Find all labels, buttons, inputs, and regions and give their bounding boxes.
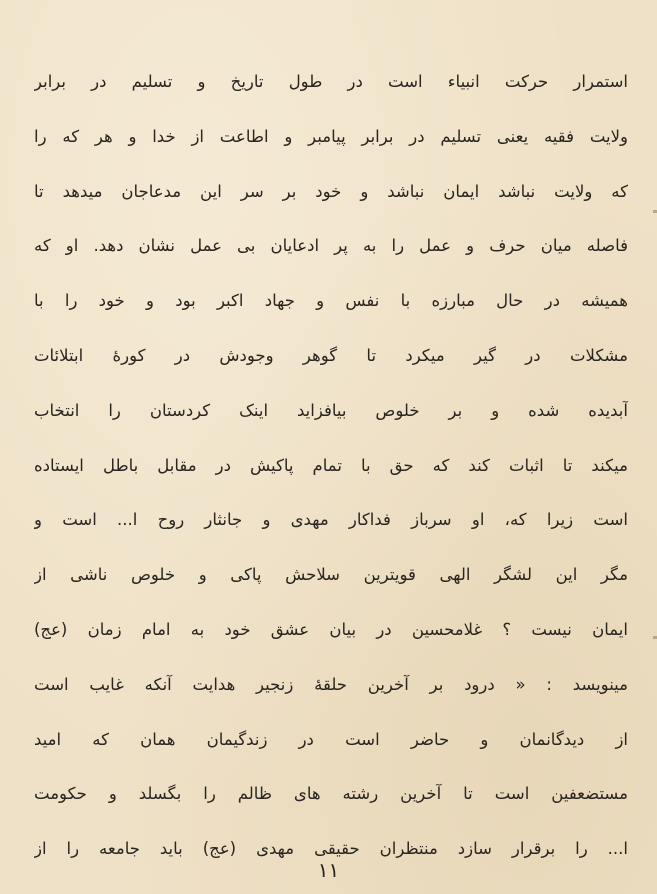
edge-speck — [653, 636, 657, 639]
text-line-1: استمرار حرکت انبیاء است در طول تاریخ و تسلیم در برابر — [34, 72, 628, 91]
body-text — [34, 55, 628, 877]
text-line-9: است زیرا که، او سرباز فداکار مهدی و جانثار روح ا... است و — [34, 510, 628, 530]
text-line-8: میکند تا اثبات کند که حق با تمام پاکیش در مقابل باطل ایستاده — [34, 455, 628, 475]
text-line-10: مگر این لشگر الهی قویترین سلاحش پاکی و خلوص ناشی از — [34, 565, 628, 585]
text-line-13: از دیدگانمان و حاضر است در زندگیمان همان که امید — [34, 729, 628, 749]
text-line-14: مستضعفین است تا آخرین رشته های ظالم را بگسلد و حکومت — [34, 784, 628, 804]
text-line-2: ولایت فقیه یعنی تسلیم در برابر پیامبر و اطاعت از خدا و هر که را — [34, 126, 628, 146]
page-number: ۱۱ — [317, 858, 340, 882]
text-line-5: همیشه در حال مبارزه با نفس و جهاد اکبر بود و خود را با — [34, 291, 628, 311]
text-line-11: ایمان نیست ؟ غلامحسین در بیان عشق خود به امام زمان (عج) — [34, 619, 628, 639]
text-line-4: فاصله میان حرف و عمل را به پر ادعایان بی عمل نشان دهد. او که — [34, 236, 628, 256]
text-line-3: که ولایت نباشد ایمان نباشد و خود بر سر این مدعاجان میدهد تا — [34, 181, 628, 201]
text-line-7: آبدیده شده و بر خلوص بیافزاید اینک کردستان را انتخاب — [34, 400, 628, 420]
edge-speck — [653, 210, 657, 213]
text-line-15: ا... را برقرار سازد منتظران حقیقی مهدی (عج) باید جامعه را از — [34, 839, 628, 859]
text-line-12: مینویسد : « درود بر آخرین حلقهٔ زنجیر هدایت آنکه غایب است — [34, 674, 628, 694]
text-line-6: مشکلات در گیر میکرد تا گوهر وجودش در کورهٔ ابتلائات — [34, 345, 628, 365]
